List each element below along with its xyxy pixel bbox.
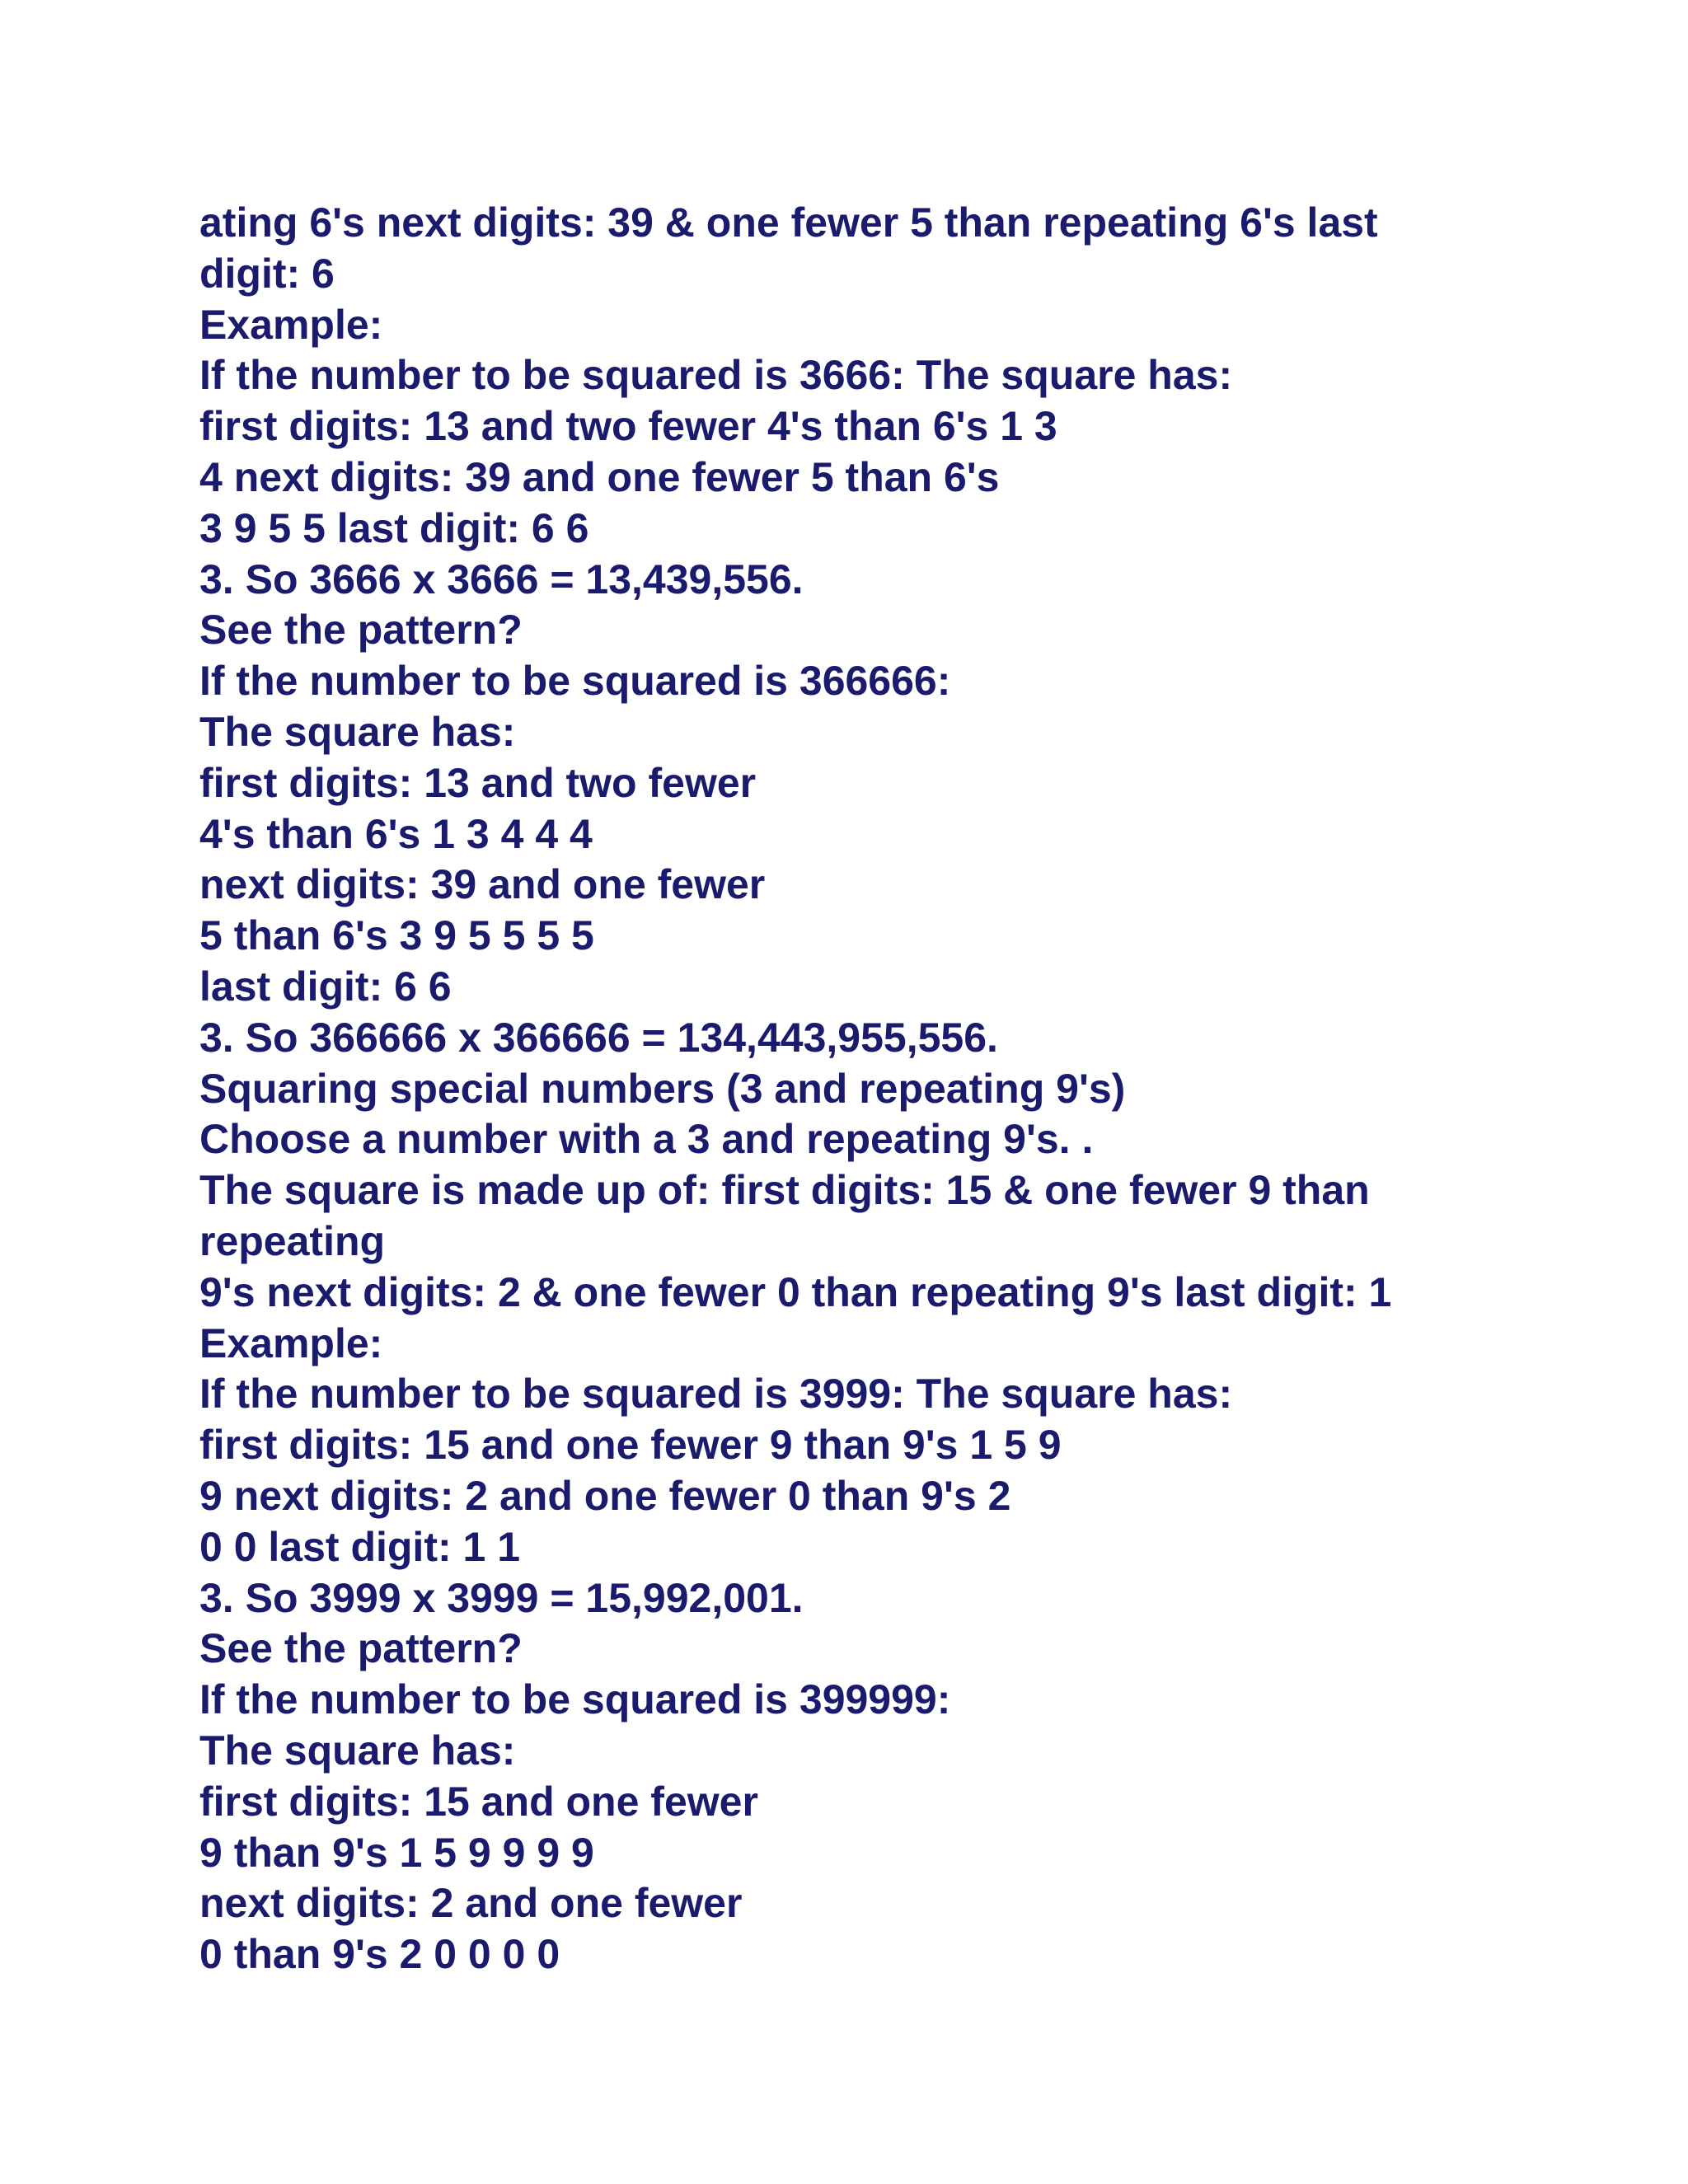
text-line: 9 than 9's 1 5 9 9 9 9 <box>199 1829 594 1876</box>
text-line: 0 0 last digit: 1 1 <box>199 1523 521 1570</box>
text-line: If the number to be squared is 366666: <box>199 658 951 705</box>
text-line: 3. So 3666 x 3666 = 13,439,556. <box>199 555 804 602</box>
text-line: If the number to be squared is 3999: The square has: <box>199 1371 1233 1418</box>
text-line: Example: <box>199 301 383 348</box>
text-line: last digit: 6 6 <box>199 963 452 1010</box>
text-line: The square has: <box>199 708 516 755</box>
text-line: ating 6's next digits: 39 & one fewer 5 than repeating 6's last <box>199 199 1378 246</box>
text-line: first digits: 15 and one fewer 9 than 9's 1 5 9 <box>199 1422 1062 1469</box>
text-line: See the pattern? <box>199 1625 523 1672</box>
text-line: next digits: 39 and one fewer <box>199 861 766 908</box>
text-line: first digits: 13 and two fewer <box>199 759 757 806</box>
text-line: 0 than 9's 2 0 0 0 0 <box>199 1931 560 1978</box>
text-line: Squaring special numbers (3 and repeating 9's) <box>199 1065 1126 1112</box>
text-line: Example: <box>199 1319 383 1366</box>
text-line: 3 9 5 5 last digit: 6 6 <box>199 504 589 551</box>
text-line: 4 next digits: 39 and one fewer 5 than 6's <box>199 453 1000 500</box>
text-line: first digits: 13 and two fewer 4's than 6's 1 3 <box>199 403 1057 450</box>
text-line: 4's than 6's 1 3 4 4 4 <box>199 810 593 857</box>
text-line: The square is made up of: first digits: 15 & one fewer 9 than <box>199 1167 1370 1214</box>
text-line: See the pattern? <box>199 607 523 654</box>
text-line: 3. So 3999 x 3999 = 15,992,001. <box>199 1574 804 1621</box>
text-line: 3. So 366666 x 366666 = 134,443,955,556. <box>199 1014 998 1061</box>
text-line: 5 than 6's 3 9 5 5 5 5 <box>199 912 594 959</box>
text-line: 9's next digits: 2 & one fewer 0 than repeating 9's last digit: 1 <box>199 1268 1392 1315</box>
text-line: If the number to be squared is 399999: <box>199 1676 951 1723</box>
document-body <box>199 198 1551 1980</box>
text-line: The square has: <box>199 1727 516 1774</box>
text-line: digit: 6 <box>199 250 335 297</box>
text-line: first digits: 15 and one fewer <box>199 1778 758 1825</box>
text-line: If the number to be squared is 3666: The square has: <box>199 352 1233 399</box>
text-line: next digits: 2 and one fewer <box>199 1880 743 1927</box>
text-line: repeating <box>199 1217 386 1264</box>
text-line: Choose a number with a 3 and repeating 9's. . <box>199 1116 1094 1163</box>
text-line: 9 next digits: 2 and one fewer 0 than 9's 2 <box>199 1472 1011 1519</box>
